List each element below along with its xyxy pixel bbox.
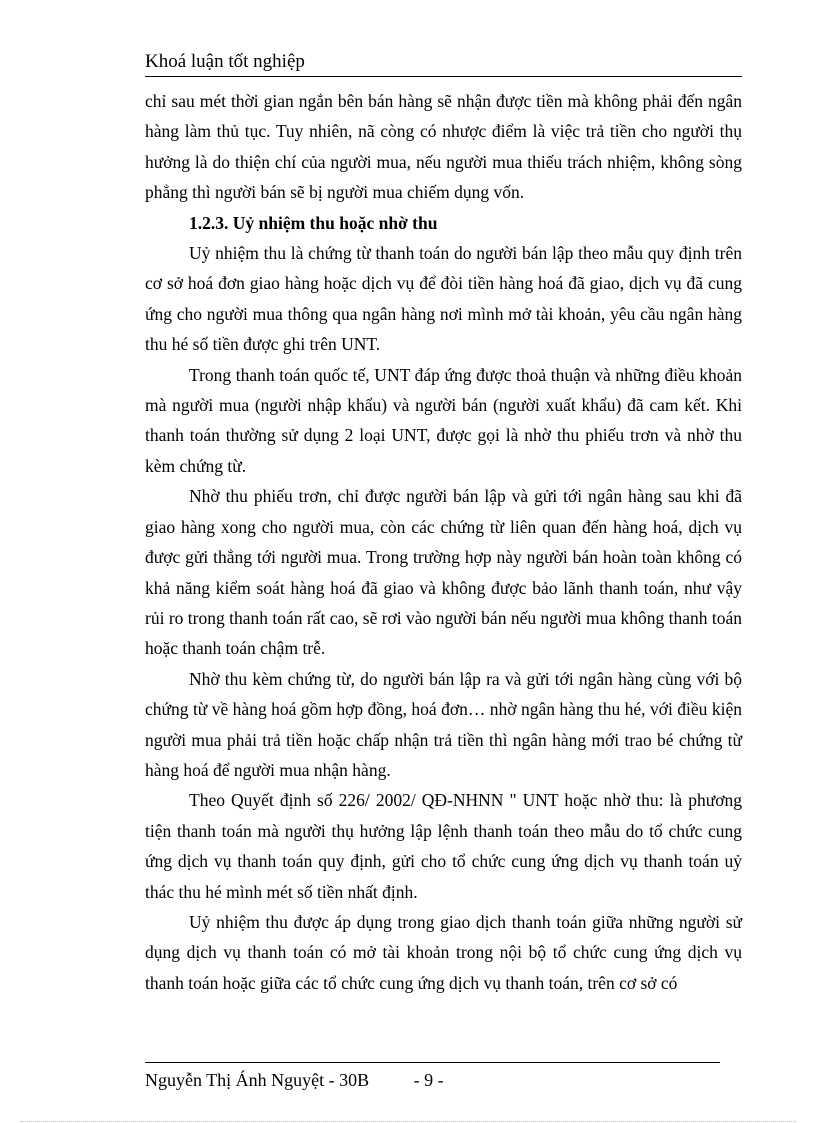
paragraph-international: Trong thanh toán quốc tế, UNT đáp ứng được thoả thuận và những điều khoản mà người mua (người nhập khẩu) và người bán (người xuất khẩu) đã cam kết. Khi thanh toán thường sử dụng 2 loại UNT, được gọi là nhờ thu phiếu trơn và nhờ thu kèm chứng từ. <box>145 364 742 476</box>
header-divider <box>145 76 742 77</box>
page-edge <box>20 1121 796 1122</box>
paragraph-documentary-collection: Nhờ thu kèm chứng từ, do người bán lập ra và gửi tới ngân hàng cùng với bộ chứng từ về hàng hoá gồm hợp đồng, hoá đơn… nhờ ngân hàng thu hé, với điều kiện người mua phải trả tiền hoặc chấp nhận trả tiền thì ngân hàng mới trao bé chứng từ hàng hoá để người mua nhận hàng. <box>145 668 742 780</box>
paragraph-continued: chỉ sau mét thời gian ngắn bên bán hàng sẽ nhận được tiền mà không phải đến ngân hàng làm thủ tục. Tuy nhiên, nã còng có nhược điểm là việc trả tiền cho người thụ hưởng là do thiện chí của người mua, nếu người mua thiếu trách nhiệm, không sòng phẳng thì người bán sẽ bị người mua chiếm dụng vốn. <box>145 91 742 203</box>
paragraph-decision: Theo Quyết định số 226/ 2002/ QĐ-NHNN " UNT hoặc nhờ thu: là phương tiện thanh toán mà người thụ hưởng lập lệnh thanh toán theo mẫu do tổ chức cung ứng dịch vụ thanh toán quy định, gửi cho tổ chức cung ứng dịch vụ thanh toán uỷ thác thu hé mình mét số tiền nhất định. <box>145 790 742 902</box>
paragraph-application: Uỷ nhiệm thu được áp dụng trong giao dịch thanh toán giữa những người sử dụng dịch vụ thanh toán có mở tài khoản trong nội bộ tổ chức cung ứng dịch vụ thanh toán hoặc giữa các tổ chức cung ứng dịch vụ thanh toán, trên cơ sở có <box>145 911 742 993</box>
footer-divider <box>145 1062 720 1063</box>
footer-author: Nguyễn Thị Ánh Nguyệt - 30B <box>145 1070 370 1090</box>
section-heading: 1.2.3. Uỷ nhiệm thu hoặc nhờ thu <box>189 212 438 233</box>
page-footer <box>145 1068 444 1092</box>
page-header: Khoá luận tốt nghiệp <box>145 51 305 72</box>
paragraph-clean-collection: Nhờ thu phiếu trơn, chỉ được người bán lập và gửi tới ngân hàng sau khi đã giao hàng xong cho người mua, còn các chứng từ liên quan đến hàng hoá, dịch vụ được gửi thẳng tới người mua. Trong trường hợp này người bán hoàn toàn không có khả năng kiểm soát hàng hoá đã giao và không được bảo lãnh thanh toán, như vậy rủi ro trong thanh toán rất cao, sẽ rơi vào người bán nếu người mua không thanh toán hoặc thanh toán chậm trễ. <box>145 486 742 659</box>
document-body <box>145 86 742 998</box>
page-number: - 9 - <box>413 1070 444 1090</box>
paragraph-unt-definition: Uỷ nhiệm thu là chứng từ thanh toán do người bán lập theo mẫu quy định trên cơ sở hoá đơn giao hàng hoặc dịch vụ để đòi tiền hàng hoá đã giao, dịch vụ đã cung ứng cho người mua thông qua ngân hàng nơi mình mở tài khoản, yêu cầu ngân hàng thu hé số tiền được ghi trên UNT. <box>145 243 742 355</box>
